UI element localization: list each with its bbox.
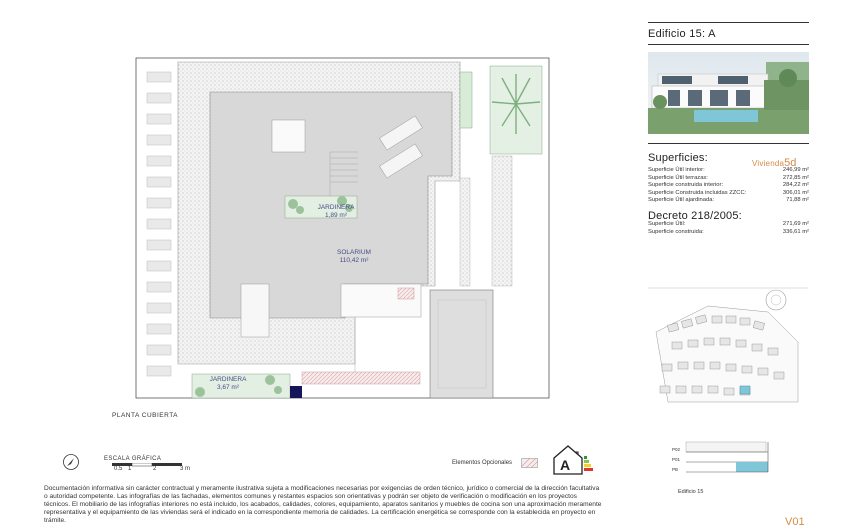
superficies-list [648, 167, 809, 205]
decreto-list [648, 221, 809, 236]
divider [648, 22, 809, 23]
divider [648, 143, 809, 144]
energy-label [551, 444, 595, 476]
plan-title: PLANTA CUBIERTA [112, 412, 179, 419]
scale-tick: 1 [128, 466, 132, 472]
vivienda-prefix: Vivienda [752, 159, 785, 168]
north-arrow-icon [62, 453, 80, 471]
superficie-row: Superficie construida interior: 284,22 m² [648, 182, 809, 188]
jardinera-top-area: 1,89 m² [324, 212, 348, 219]
level-label: PB [672, 467, 679, 472]
scale-tick: 2 [153, 466, 157, 472]
solarium-label: SOLARIUM [337, 249, 371, 256]
jardinera-bottom-label: JARDINERA [209, 376, 247, 383]
optional-elements-label: Elementos Opcionales [452, 460, 513, 466]
superficie-row: Superficie Construida incluidas ZZCC: 306,01 m² [648, 189, 809, 196]
section-diagram [672, 440, 776, 478]
level-label: P01 [672, 457, 681, 462]
site-key-map [648, 282, 810, 412]
scale-tick: 0.5 [114, 466, 123, 472]
superficie-row: Superficie Útil interior: 246,99 m² [648, 167, 809, 173]
energy-class: A [560, 457, 571, 473]
superficies-title: Superficies: [648, 152, 708, 164]
vivienda-number: 5d [784, 157, 797, 169]
version-label: V01 [785, 516, 805, 528]
scale-tick: 3 m [180, 466, 191, 472]
jardinera-bottom-area: 3,67 m² [216, 384, 240, 391]
superficie-row: Superficie Útil ajardinada: 71,88 m² [648, 197, 809, 203]
level-label: P02 [672, 447, 681, 452]
scale-title: ESCALA GRÁFICA [104, 456, 162, 462]
left-slats [147, 72, 171, 376]
solarium-area: 110,42 m² [339, 257, 369, 264]
superficie-row: Superficie Útil terrazas: 272,85 m² [648, 174, 809, 181]
roof-floor-plan [130, 56, 555, 401]
decreto-row: Superficie Útil: 271,69 m² [648, 221, 809, 227]
disclaimer-text: Documentación informativa sin carácter contractual y meramente ilustrativa sujeta a modificaciones necesarias por exigencias de orden técnico, jurídico o comercial de la dirección facultativa o autoridad competente. Las infografías de las fachadas, elementos comunes y restantes espacios son orientativas y podrán ser objeto de verificación o modificación en los proyectos técnicos. El mobiliario de las infografías interiores no está incluido, los acabados, calidades, colores, equipamiento, aparatos sanitarios y muebles de cocina son una aproximación meramente representativa y el equipamiento de las viviendas será el indicado en la correspondiente memoria de calidades. La certificación energética se corresponde con la establecida en proyecto en trámite. [44, 485, 602, 524]
scale-ticks [112, 466, 192, 474]
decreto-row: Superficie construida: 336,61 m² [648, 228, 809, 235]
optional-elements-swatch [521, 458, 538, 468]
divider [648, 44, 809, 45]
decreto-title: Decreto 218/2005: [648, 210, 742, 222]
floor-plan-drawing [130, 56, 555, 401]
energy-house-icon [551, 444, 595, 476]
section-caption: Edificio 15 [678, 489, 704, 495]
building-render-image [648, 52, 809, 134]
jardinera-top-label: JARDINERA [317, 204, 355, 211]
building-title: Edificio 15: A [648, 28, 716, 40]
